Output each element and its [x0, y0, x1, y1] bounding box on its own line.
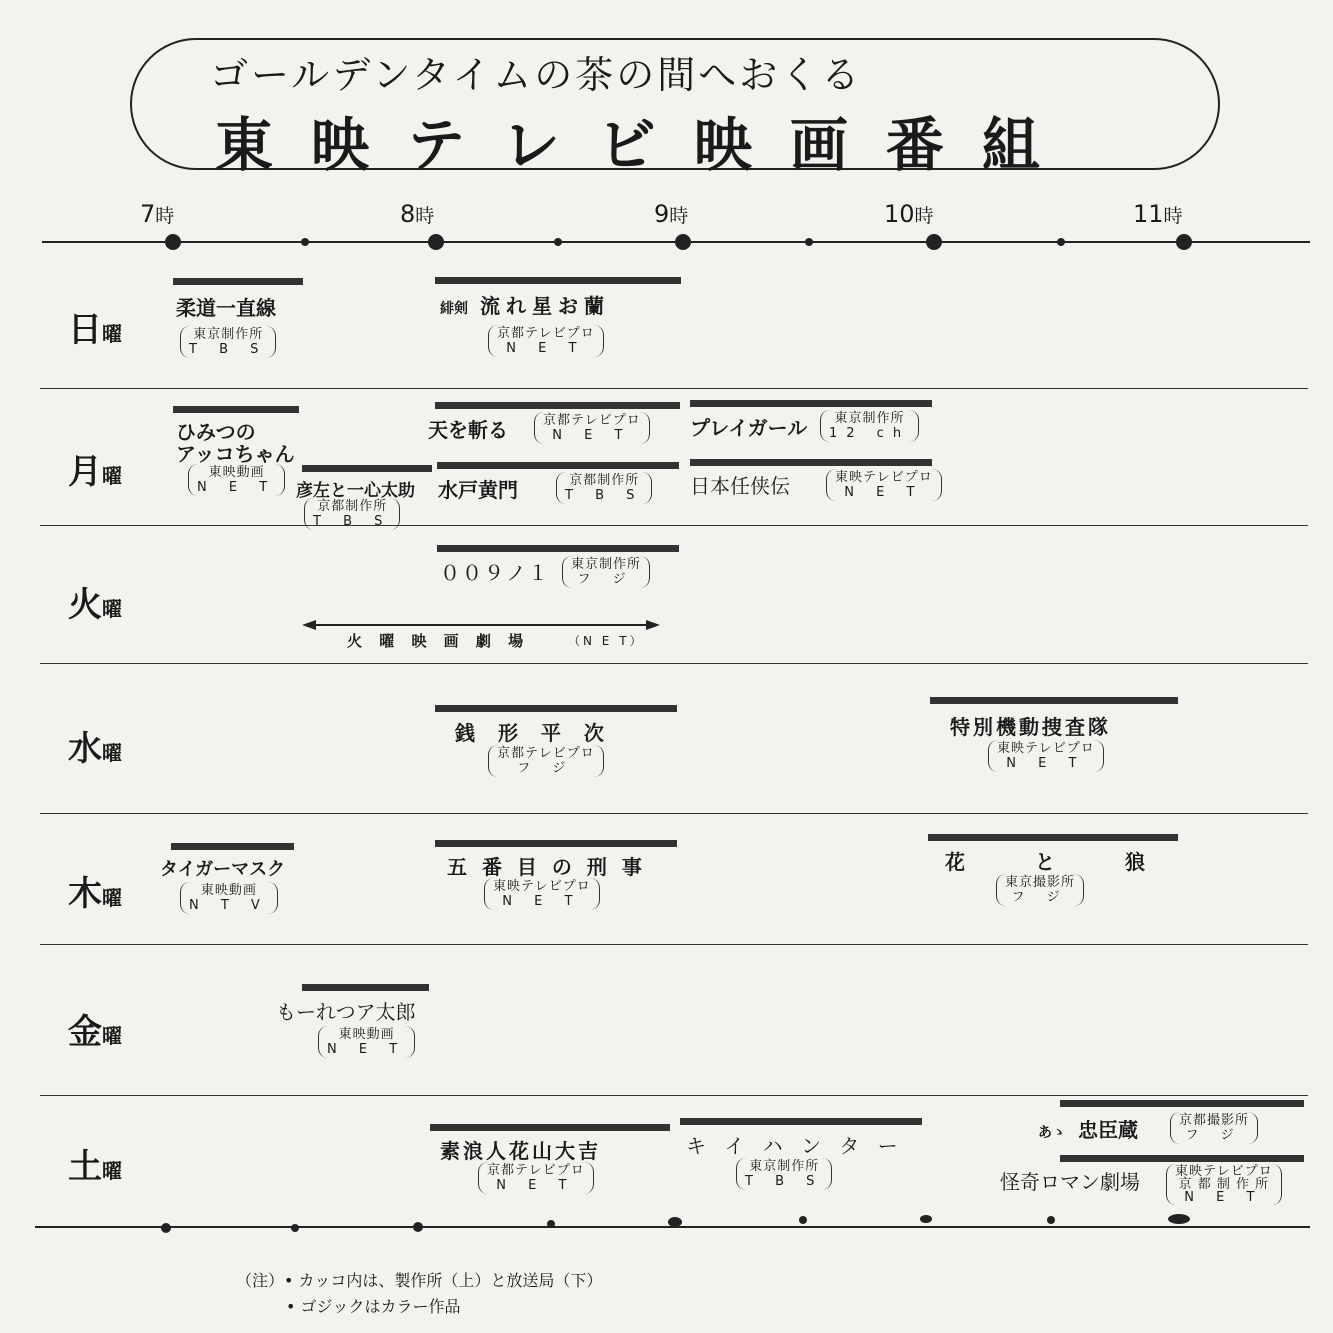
program-title: 素浪人花山大吉 [440, 1139, 601, 1163]
program-title: 花 と 狼 [945, 850, 1155, 874]
program-title: キ イ ハ ン タ ー [686, 1134, 904, 1158]
program-credit: 京都制作所 T B S [304, 498, 400, 530]
row-divider [40, 525, 1308, 526]
tick-11 [1176, 234, 1192, 250]
program-credit: 東京制作所 T B S [736, 1158, 832, 1190]
day-label-thursday: 木曜 [68, 874, 122, 914]
program-credit: 東映動画 N T V [180, 882, 278, 914]
program-title: 緋剣 流れ星お蘭 [440, 294, 610, 318]
hour-label-11: 11時 [1133, 200, 1183, 228]
hour-label-10: 10時 [884, 200, 934, 228]
program-bar [173, 406, 299, 413]
program-title: 特別機動捜査隊 [950, 715, 1111, 739]
program-credit: 東京撮影所 フ ジ [996, 874, 1084, 906]
day-label-friday: 金曜 [68, 1012, 122, 1052]
program-bar [435, 705, 677, 712]
program-bar [435, 402, 680, 409]
row-divider [40, 388, 1308, 389]
program-bar [690, 400, 932, 407]
program-credit: 東京制作所 T B S [180, 326, 276, 358]
program-bar [430, 1124, 670, 1131]
program-credit: 東京制作所 12 ch [820, 410, 919, 442]
day-label-sunday: 日曜 [68, 310, 122, 350]
tick-930 [799, 1216, 807, 1224]
movie-theater-span [314, 624, 648, 626]
hour-label-7: 7時 [140, 200, 175, 228]
program-title: 火 曜 映 画 劇 場 [347, 632, 530, 650]
program-credit: 東京制作所 フ ジ [562, 556, 650, 588]
program-credit: 東映動画 N E T [318, 1026, 415, 1058]
program-bar [173, 278, 303, 285]
subtitle: ゴールデンタイムの茶の間へおくる [210, 53, 863, 97]
program-bar [690, 459, 932, 466]
tick-10 [926, 234, 942, 250]
program-station: （N E T） [568, 634, 645, 648]
program-bar [437, 545, 679, 552]
day-label-monday: 月曜 [68, 452, 122, 492]
hour-label-9: 9時 [654, 200, 689, 228]
program-title: 五 番 目 の 刑 事 [447, 855, 646, 879]
program-credit: 京都テレビプロ フ ジ [488, 745, 604, 777]
program-bar [680, 1118, 922, 1125]
program-credit: 京都テレビプロ N E T [534, 412, 650, 444]
program-title: 柔道一直線 [176, 296, 276, 320]
program-title: ひみつの [176, 420, 256, 444]
program-title: 銭 形 平 次 [455, 721, 612, 745]
arrow-right-icon [646, 620, 660, 630]
program-bar [1060, 1100, 1304, 1107]
program-title: あゝ 忠臣蔵 [1038, 1118, 1138, 1142]
program-credit: 京都撮影所 フ ジ [1170, 1112, 1258, 1144]
program-credit: 東映テレビプロ 京 都 制 作 所 N E T [1166, 1164, 1282, 1205]
tick-830 [554, 238, 562, 246]
program-credit: 京都制作所 T B S [556, 472, 652, 504]
day-label-saturday: 土曜 [68, 1147, 122, 1187]
program-title: 天を斬る [428, 418, 508, 442]
tick-8 [428, 234, 444, 250]
arrow-left-icon [302, 620, 316, 630]
program-bar [437, 462, 679, 469]
row-divider [40, 1095, 1308, 1096]
tick-730 [301, 238, 309, 246]
tick-10 [920, 1215, 932, 1223]
program-bar [928, 834, 1178, 841]
program-credit: 東映動画 N E T [188, 464, 285, 496]
tick-830 [547, 1220, 555, 1228]
row-divider [40, 813, 1308, 814]
program-title: ００９ノ１ [440, 561, 550, 585]
program-credit: 京都テレビプロ N E T [488, 325, 604, 357]
tick-1030 [1057, 238, 1065, 246]
page-title: 東映テレビ映画番組 [215, 111, 1078, 179]
program-title: プレイガール [690, 416, 808, 440]
row-divider [40, 663, 1308, 664]
tick-930 [805, 238, 813, 246]
program-bar [302, 984, 429, 991]
program-bar [930, 697, 1178, 704]
tick-7 [165, 234, 181, 250]
day-label-wednesday: 水曜 [68, 729, 122, 769]
footnote: • ゴジックはカラー作品 [286, 1297, 461, 1316]
tick-11 [1168, 1214, 1190, 1224]
tick-8 [413, 1222, 423, 1232]
program-credit: 東映テレビプロ N E T [988, 740, 1104, 772]
footnote: （注）• カッコ内は、製作所（上）と放送局（下） [236, 1271, 603, 1290]
program-bar [435, 840, 677, 847]
program-title: 水戸黄門 [438, 478, 518, 502]
hour-label-8: 8時 [400, 200, 435, 228]
program-bar [302, 465, 432, 472]
program-title: タイガーマスク [160, 859, 286, 880]
program-credit: 京都テレビプロ N E T [478, 1162, 594, 1194]
program-title: もーれつア太郎 [276, 1000, 416, 1024]
program-credit: 東映テレビプロ N E T [826, 469, 942, 501]
day-label-tuesday: 火曜 [68, 585, 122, 625]
program-bar [435, 277, 681, 284]
program-title: 彦左と一心太助 [296, 481, 415, 501]
tick-9 [668, 1217, 682, 1227]
tick-1030 [1047, 1216, 1055, 1224]
row-divider [40, 944, 1308, 945]
program-bar [171, 843, 294, 850]
program-title: アッコちゃん [176, 442, 295, 466]
tick-730 [291, 1224, 299, 1232]
program-credit: 東映テレビプロ N E T [484, 878, 600, 910]
tick-7 [161, 1223, 171, 1233]
program-bar [1060, 1155, 1304, 1162]
tick-9 [675, 234, 691, 250]
program-title: 怪奇ロマン劇場 [1000, 1170, 1140, 1194]
program-title: 日本任侠伝 [690, 474, 790, 498]
